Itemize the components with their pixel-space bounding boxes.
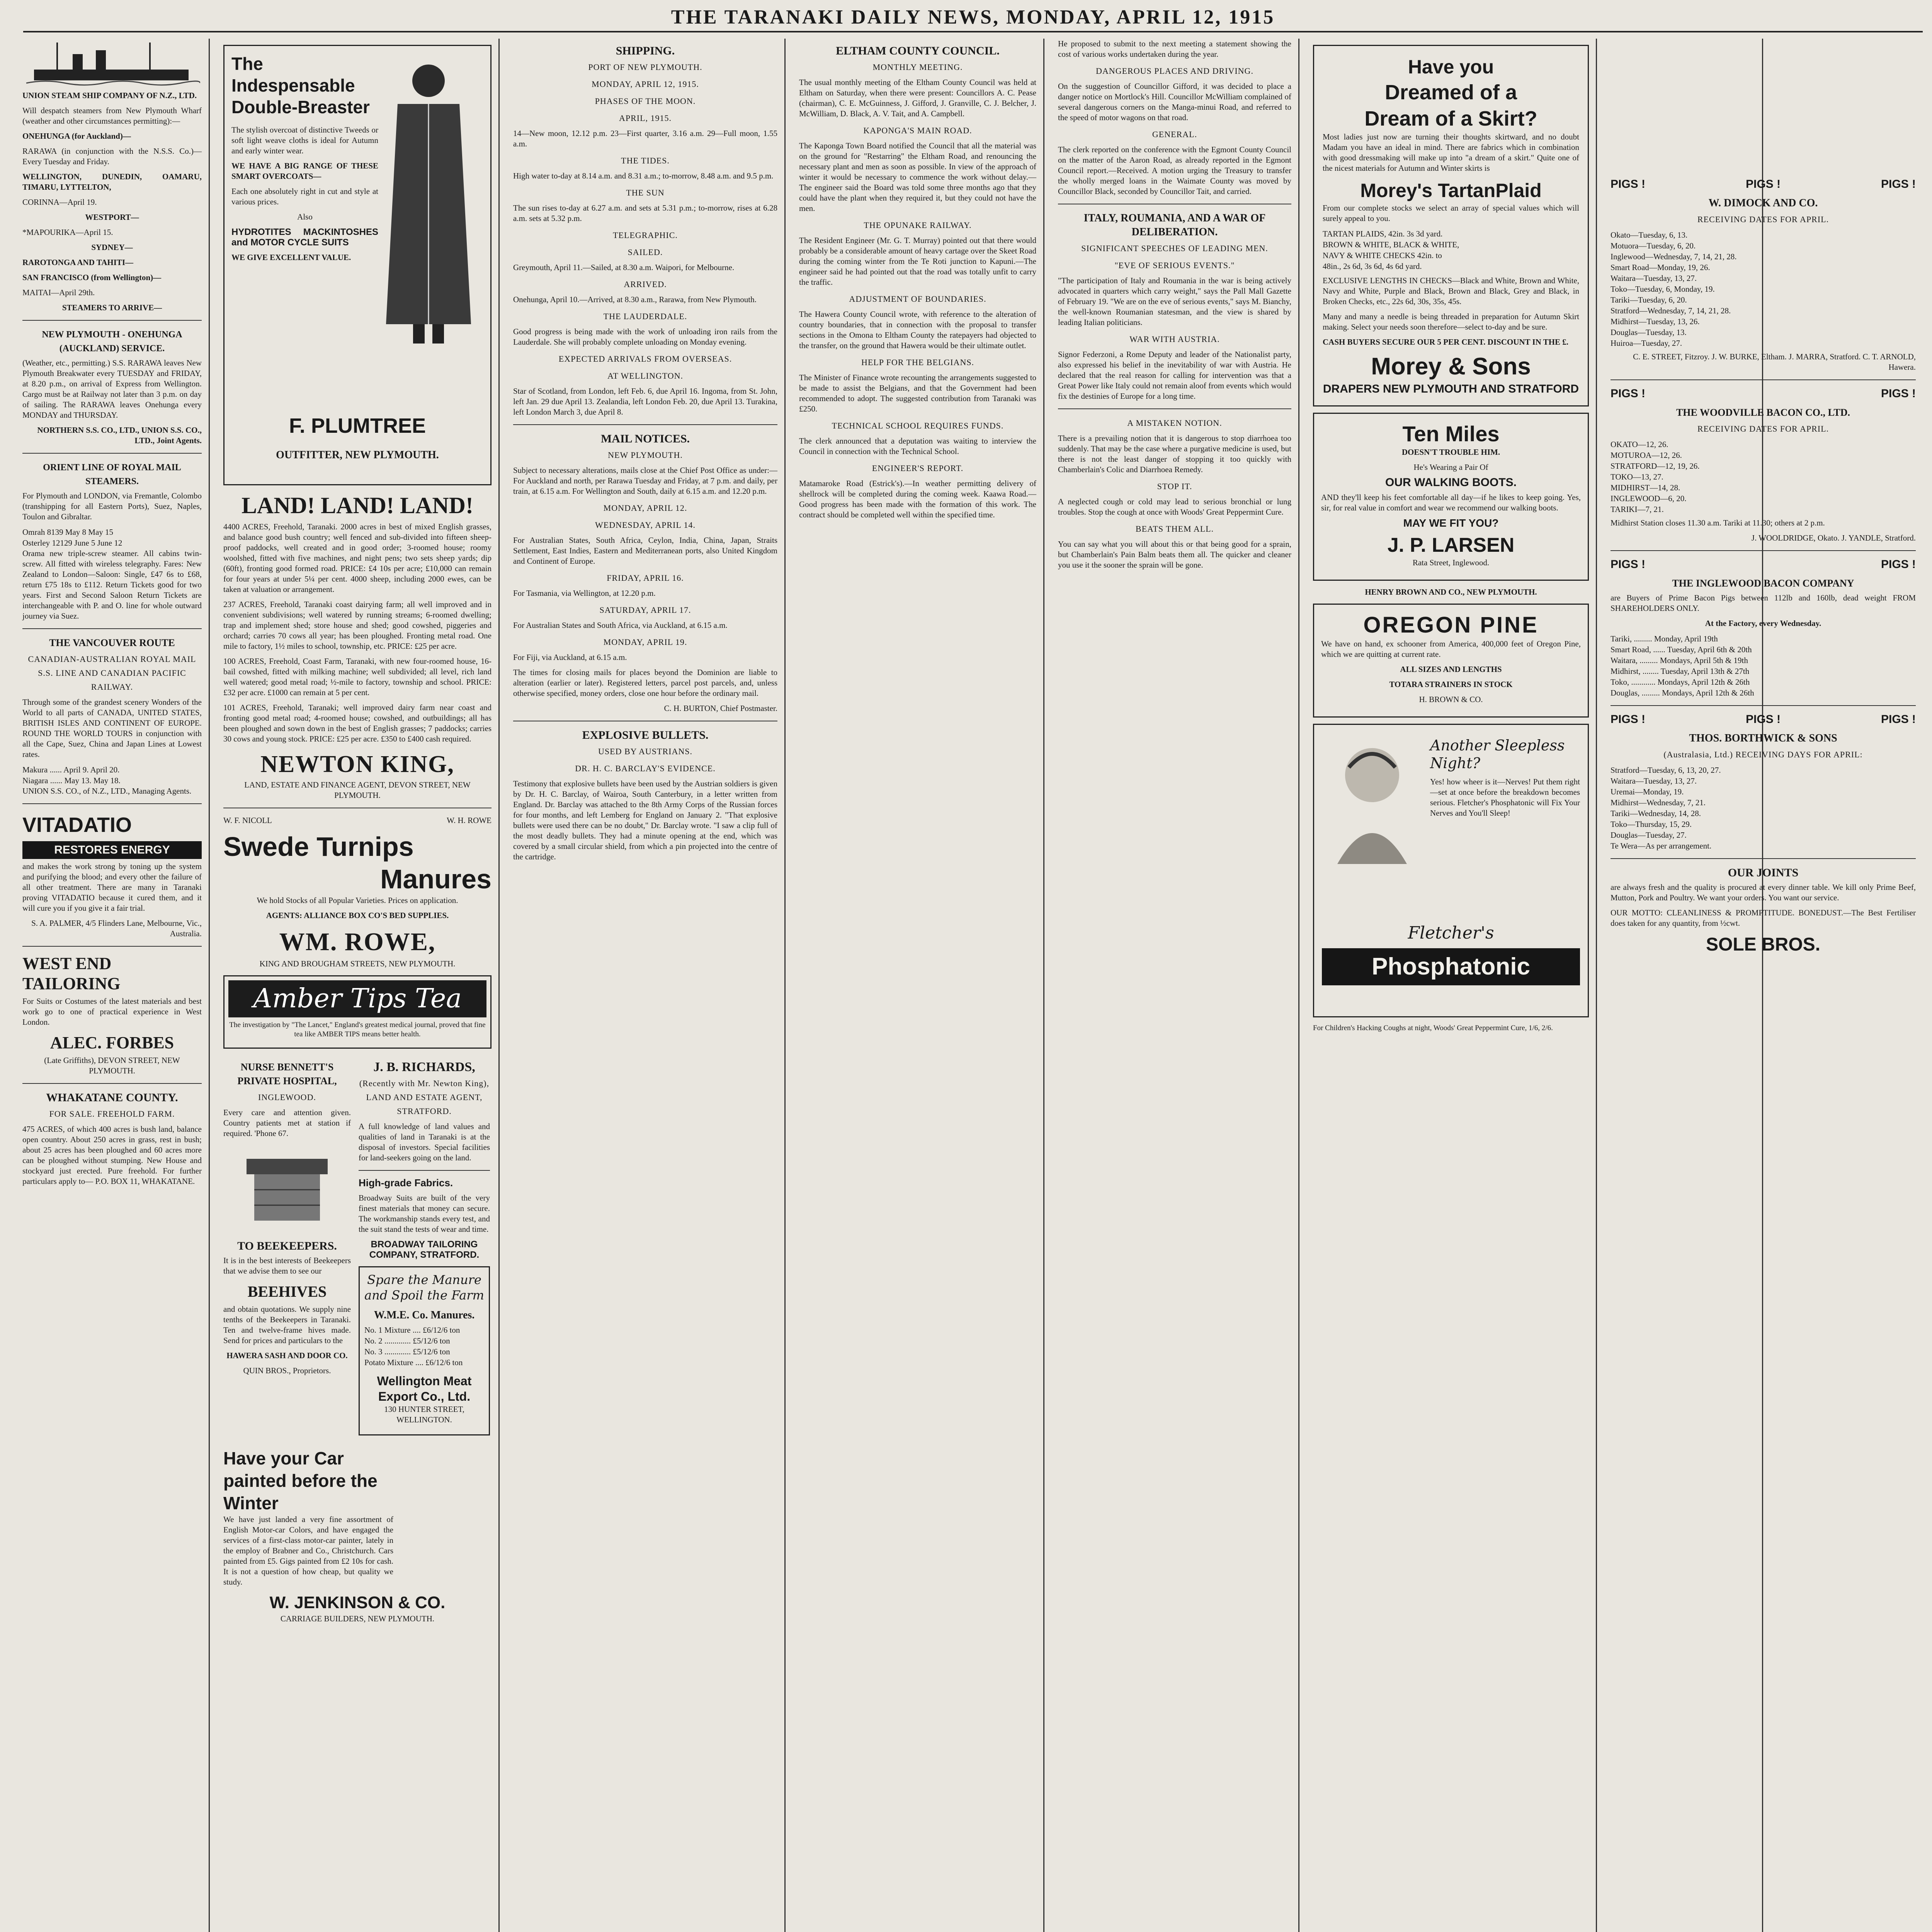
tartan-row: BROWN & WHITE, BLACK & WHITE,: [1323, 240, 1459, 249]
dreamed-text: Most ladies just now are turning their thoughts skirtward, and no doubt Madam you have an ideal in mind. There are fabrics which in combination with good dressmaking will make up into "a dream of a skirt." Quite one of the nicest materials for Autumn and Winter skirts is: [1323, 132, 1579, 173]
factory-row: Smart Road, ...... Tuesday, April 6th & 20th: [1611, 645, 1752, 654]
expected-heading: EXPECTED ARRIVALS FROM OVERSEAS.: [558, 354, 732, 364]
general-heading: GENERAL.: [1152, 129, 1197, 139]
whakatane-text: 475 ACRES, of which 400 acres is bush land, balance open country. About 250 acres in grass, rest in bush; about 25 acres has been ploughed and 60 acres more can be ploughed without stumping. New House and stockyard just erected. Pure freehold. For further particulars apply to— P.O. BOX 11, WHAKATANE.: [22, 1124, 202, 1186]
phosphatonic-brand: Phosphatonic: [1322, 948, 1580, 985]
richards-subtitle: (Recently with Mr. Newton King), LAND AND ESTATE AGENT, STRATFORD.: [359, 1078, 490, 1116]
fletchers-name: Fletcher's: [1408, 923, 1494, 943]
engineer-heading: ENGINEER'S REPORT.: [872, 463, 964, 473]
plumtree-ad: [223, 45, 492, 485]
land-listing: 101 ACRES, Freehold, Taranaki; well improved dairy farm near coast and fronting good metal road; 4-roomed house; cowshed, and outbuildings; all has been ploughed and sown down in the best of English grasses; 7 paddocks; carries 30 cows and young stock. PRICE: £25 per acre. £350 to £400 cash required.: [223, 703, 492, 743]
pigs-label: PIGS !: [1881, 178, 1916, 190]
sleepless-text: Yes! how wheer is it—Nerves! Put them right—set at once before the breakdown becomes serious. Fletcher's Phosphatonic will Fix Your Nerves and You'll Sleep!: [1430, 777, 1580, 818]
council-column-b: [1051, 39, 1298, 1932]
hawera-sash-proprietors: QUIN BROS., Proprietors.: [243, 1366, 331, 1375]
expected-text: Star of Scotland, from London, left Feb. 6, due April 16. Ingoma, from St. John, left Jan. 29 due April 13. Zealandia, left London Feb. 20, due April 13. Turakina, left London March 3, due April 8.: [513, 386, 777, 417]
cash-text: CASH BUYERS SECURE OUR 5 PER CENT. DISCOUNT IN THE £.: [1323, 337, 1568, 347]
monday19-heading: MONDAY, APRIL 19.: [603, 637, 687, 647]
dimock-row: Waitara—Tuesday, 13, 27.: [1611, 274, 1697, 283]
excellent-value: WE GIVE EXCELLENT VALUE.: [231, 253, 351, 262]
nurse-bennett-title: NURSE BENNETT'S PRIVATE HOSPITAL,: [237, 1061, 337, 1087]
woodville-row: MIDHIRST—14, 28.: [1611, 483, 1680, 492]
borthwick-row: Douglas—Tuesday, 27.: [1611, 830, 1687, 840]
kaponga-heading: KAPONGA'S MAIN ROAD.: [863, 126, 972, 135]
tartan-plaid-title: Morey's TartanPlaid: [1360, 180, 1542, 201]
beehives-text: and obtain quotations. We supply nine tenths of the Beekeepers in Taranaki. Ten and twelve-frame hives made. Send for prices and particulars to the: [223, 1304, 351, 1345]
beekeepers-title: TO BEEKEEPERS.: [237, 1240, 337, 1252]
steamers-arrive-line: STEAMERS TO ARRIVE—: [62, 303, 162, 312]
vancouver-subtitle: CANADIAN-AUSTRALIAN ROYAL MAIL S.S. LINE AND CANADIAN PACIFIC RAILWAY.: [28, 654, 196, 692]
ads-column-right: [1306, 39, 1596, 1932]
mail-heading: MAIL NOTICES.: [600, 432, 690, 445]
wme-row: No. 1 Mixture .... £6/12/6 ton: [364, 1325, 460, 1335]
newton-king: NEWTON KING,: [260, 751, 454, 777]
ten-miles-title: Ten Miles: [1402, 422, 1500, 446]
ten-miles-text: AND they'll keep his feet comfortable all day—if he likes to keep going. Yes, sir, for real value in comfort and wear we recommend our walking boots.: [1321, 493, 1581, 512]
joints-text: are always fresh and the quality is procured at every dinner table. We kill only Prime Beef, Mutton, Pork and Poultry. We want your orders. You want our service.: [1611, 883, 1916, 902]
dreamed-bottom: Dream of a Skirt?: [1364, 107, 1537, 130]
shipping-heading: SHIPPING.: [616, 44, 675, 57]
belgians-heading: HELP FOR THE BELGIANS.: [861, 357, 975, 367]
nurse-bennett-text: Every care and attention given. Country patients met at station if required. 'Phone 67.: [223, 1108, 351, 1138]
double-breaster-title: The Indespensable Double-Breaster: [231, 54, 370, 117]
wme-row: No. 2 ............. £5/12/6 ton: [364, 1336, 450, 1345]
beekeepers-text: It is in the best interests of Beekeepers that we advise them to see our: [223, 1256, 351, 1276]
orient-row: Osterley 12129 June 5 June 12: [22, 538, 122, 548]
tartan-row: TARTAN PLAIDS, 42in. 3s 3d yard.: [1323, 229, 1443, 238]
tides-text: High water to-day at 8.14 a.m. and 8.31 a.m.; to-morrow, 8.48 a.m. and 9.5 p.m.: [513, 171, 774, 180]
vancouver-title: THE VANCOUVER ROUTE: [49, 637, 175, 648]
belgians-text: The Minister of Finance wrote recounting the arrangements suggested to be made to assist the Belgians, and that the Government had been recommended to adopt. The suggested contribution from Taranaki was £250.: [799, 373, 1036, 413]
technical-text: The clerk announced that a deputation was waiting to interview the Council in connection with the Technical School.: [799, 436, 1036, 456]
beehive-illustration: [223, 1143, 351, 1232]
dimock-row: Motuora—Tuesday, 6, 20.: [1611, 241, 1696, 250]
at-wellington-heading: AT WELLINGTON.: [607, 371, 684, 381]
pigs-label: PIGS !: [1881, 387, 1916, 400]
column-rule: [1043, 39, 1044, 1932]
moon-heading: PHASES OF THE MOON.: [595, 96, 696, 106]
dimock-row: Douglas—Tuesday, 13.: [1611, 328, 1687, 337]
sun-text: The sun rises to-day at 6.27 a.m. and sets at 5.31 p.m.; to-morrow, rises at 6.28 a.m. sets at 5.32 p.m.: [513, 203, 777, 223]
henry-brown: HENRY BROWN AND CO., NEW PLYMOUTH.: [1365, 587, 1537, 597]
column-rule: [209, 39, 210, 1932]
wednesday-text: For Australian States, South Africa, Ceylon, India, China, Japan, Straits Settlement, East Indies, Eastern and Mediterranean ports, also United Kingdom and Continent of Europe.: [513, 536, 777, 566]
lauderdale-text: Good progress is being made with the work of unloading iron rails from the Lauderdale. She will probably complete unloading on Monday evening.: [513, 327, 777, 347]
westport-line: WESTPORT—: [85, 213, 139, 222]
factory-row: Tariki, ......... Monday, April 19th: [1611, 634, 1718, 643]
woodville-row: TARIKI—7, 21.: [1611, 505, 1664, 514]
manures-title: Manures: [380, 864, 492, 894]
dreamed-mid: Dreamed of a: [1384, 81, 1517, 104]
onehunga-line: ONEHUNGA (for Auckland)—: [22, 131, 131, 141]
whakatane-title: WHAKATANE COUNTY.: [46, 1091, 178, 1104]
plumtree-name: F. PLUMTREE: [289, 414, 426, 437]
spare-manure-title: Spare the Manure and Spoil the Farm: [364, 1272, 484, 1303]
council-continued-text: He proposed to submit to the next meeting a statement showing the cost of various works undertaken during the year.: [1058, 39, 1291, 59]
vancouver-row: Niagara ...... May 13. May 18.: [22, 776, 121, 785]
monthly-text: The usual monthly meeting of the Eltham County Council was held at Eltham on Saturday, when there were present: Councillors A. C. Pease (chairman), C. E. McGuinness, J. Gifford, J. Granville, C. J. Belcher, J. McWilliam, D. Black, A. V. Tait, and A. Campbell.: [799, 78, 1036, 118]
woodville-text: Midhirst Station closes 11.30 a.m. Tariki at 11.30; others at 2 p.m.: [1611, 518, 1825, 527]
factory-row: Waitara, ......... Mondays, April 5th & 19th: [1611, 656, 1748, 665]
barclay-text: Testimony that explosive bullets have been used by the Austrian soldiers is given by Dr. H. C. Barclay, of Wairoa, South Canterbury, in a letter written from England. Dr. Barclay was attached to the 8th Army Corps of the Russian forces for four months, and left Lemberg for England on January 2. "That explosive bullets were used there can be no doubt," Dr. Barclay wrote. "I saw a clip full of the most deadly bullets. They had a minute opening at the end, which was covered by a small circular shield, from which a pin projected into the centre of the cartridge.: [513, 779, 777, 861]
nicoll-name: W. F. NICOLL: [223, 816, 272, 825]
oregon-ad: [1313, 604, 1589, 718]
sanfran-line: SAN FRANCISCO (from Wellington)—: [22, 273, 162, 282]
adjustment-text: The Hawera County Council wrote, with reference to the alteration of country boundaries, that in connection with the proposal to transfer sections in the Omona to Eltham County the ratepayers had objected to the transfer, on the ground that Hawera would be their ultimate outlet.: [799, 310, 1036, 350]
corinna-line: CORINNA—April 19.: [22, 197, 97, 207]
larsen-address: Rata Street, Inglewood.: [1412, 558, 1490, 567]
stop-text: A neglected cough or cold may lead to serious bronchial or lung troubles. Stop the cough at once with Woods' Great Peppermint Cure.: [1058, 497, 1291, 517]
fabrics-text: Broadway Suits are built of the very finest materials that money can secure. The workmanship stands every test, and the suit stand the tests of wear and time.: [359, 1193, 490, 1234]
wm-rowe: WM. ROWE,: [279, 928, 436, 956]
orient-row: Omrah 8139 May 8 May 15: [22, 527, 114, 537]
dimock-row: Huiroa—Tuesday, 27.: [1611, 338, 1682, 348]
vancouver-agents: UNION S.S. CO., of N.Z., LTD., Managing Agents.: [22, 786, 192, 796]
manure-ad: [359, 1266, 490, 1435]
land-listing: 100 ACRES, Freehold, Coast Farm, Taranaki, with new four-roomed house, 16-bail cowshed, fitted with milking machine; well subdivided; all level, rich land well watered; good metal road; ½-mile to factory, township and school. PRICE: £32 per acre. £1000 can remain at 5 per cent.: [223, 656, 492, 697]
amber-tips-text: The investigation by "The Lancet," England's greatest medical journal, proved that fine tea like AMBER TIPS means better health.: [229, 1021, 486, 1038]
amber-tips-ad: [223, 975, 492, 1049]
alec-forbes: ALEC. FORBES: [50, 1033, 174, 1052]
tides-heading: THE TIDES.: [621, 156, 670, 165]
ten-miles-sub: DOESN'T TROUBLE HIM.: [1401, 447, 1500, 457]
tartan-row: NAVY & WHITE CHECKS 42in. to: [1323, 251, 1442, 260]
column-rule: [1298, 39, 1299, 1932]
stop-heading: STOP IT.: [1157, 481, 1192, 491]
np-onehunga-text: (Weather, etc., permitting.) S.S. RARAWA leaves New Plymouth Breakwater every TUESDAY and FRIDAY, at 8.20 p.m., on arrival of Express from Wellington. Cargo must be at Railway not later than 3 p.m. on day of sailing. The RARAWA leaves Onehunga every MONDAY and THURSDAY.: [22, 358, 202, 420]
np-onehunga-title: NEW PLYMOUTH - ONEHUNGA (AUCKLAND) SERVICE.: [42, 330, 182, 354]
all-sizes: ALL SIZES AND LENGTHS: [1400, 665, 1502, 674]
italy-heading: ITALY, ROUMANIA, AND A WAR OF DELIBERATION.: [1083, 212, 1266, 238]
sydney-line: SYDNEY—: [91, 243, 133, 252]
austria-heading: WAR WITH AUSTRIA.: [1129, 334, 1220, 344]
shipping-column: [15, 39, 209, 1932]
inglewood-bacon-title: THE INGLEWOOD BACON COMPANY: [1672, 578, 1854, 589]
alec-forbes-address: (Late Griffiths), DEVON STREET, NEW PLYMOUTH.: [44, 1056, 180, 1075]
postmaster: C. H. BURTON, Chief Postmaster.: [664, 704, 777, 713]
dimock-row: Inglewood—Wednesday, 7, 14, 21, 28.: [1611, 252, 1737, 261]
woodville-sub: RECEIVING DATES FOR APRIL.: [1697, 424, 1829, 434]
borthwick-row: Stratford—Tuesday, 6, 13, 20, 27.: [1611, 765, 1721, 775]
totara-strainers: TOTARA STRAINERS IN STOCK: [1389, 680, 1513, 689]
pigs-label: PIGS !: [1611, 178, 1646, 190]
column-rule: [498, 39, 500, 1932]
vancouver-text: Through some of the grandest scenery Wonders of the World to all parts of CANADA, UNITED STATES, BRITISH ISLES AND CONTINENT OF EUROPE. ROUND THE WORLD TOURS in conjunction with all the Cape, Suez, China and Japan Lines at Lowest rates.: [22, 697, 202, 759]
wm-rowe-address: KING AND BROUGHAM STREETS, NEW PLYMOUTH.: [259, 959, 456, 968]
orient-title: ORIENT LINE OF ROYAL MAIL STEAMERS.: [43, 463, 181, 486]
wellington-meat-address: 130 HUNTER STREET, WELLINGTON.: [384, 1405, 464, 1424]
factory-row: Toko, ............ Mondays, April 12th & 26th: [1611, 677, 1750, 687]
vitadatio-text: and makes the work strong by toning up the system and purifying the blood; and every other the failure of all other treatment. There are many in Taranaki proving VITADATIO because it cured them, and it will cure you if you give it a fair trial.: [22, 862, 202, 913]
ten-miles-ad: [1313, 413, 1589, 581]
news-column: [506, 39, 784, 1932]
woodville-row: TOKO—13, 27.: [1611, 472, 1663, 481]
borthwick-title: THOS. BORTHWICK & SONS: [1689, 732, 1837, 744]
moon-text: 14—New moon, 12.12 p.m. 23—First quarter, 3.16 a.m. 29—Full moon, 1.55 a.m.: [513, 129, 777, 148]
dimock-row: Stratford—Wednesday, 7, 14, 21, 28.: [1611, 306, 1731, 315]
wellington-meat: Wellington Meat Export Co., Ltd.: [377, 1374, 472, 1403]
dimock-row: Toko—Tuesday, 6, Monday, 19.: [1611, 284, 1715, 294]
speeches-heading: SIGNIFICANT SPEECHES OF LEADING MEN.: [1081, 243, 1268, 253]
borthwick-row: Toko—Thursday, 15, 29.: [1611, 820, 1692, 829]
moon-month: APRIL, 1915.: [619, 113, 672, 123]
jenkinson-address: CARRIAGE BUILDERS, NEW PLYMOUTH.: [280, 1614, 435, 1623]
factory-row: Midhirst, ........ Tuesday, April 13th & 27th: [1611, 667, 1750, 676]
woodville-agents: J. WOOLDRIDGE, Okato. J. YANDLE, Stratford.: [1751, 533, 1916, 543]
woodville-title: THE WOODVILLE BACON CO., LTD.: [1676, 407, 1850, 418]
fabrics-title: High-grade Fabrics.: [359, 1177, 453, 1189]
sailed-heading: SAILED.: [628, 247, 663, 257]
dangerous-text: On the suggestion of Councillor Gifford, it was decided to place a danger notice on Mortlock's Hill. Councillor McWilliam complained of several dangerous corners on the Manga-minui Road, and referred to the speed of motor wagons on that road.: [1058, 82, 1291, 122]
barclay-heading: DR. H. C. BARCLAY'S EVIDENCE.: [575, 764, 716, 773]
tartan-row: 48in., 2s 6d, 3s 6d, 4s 6d yard.: [1323, 262, 1422, 271]
factory-row: Douglas, ......... Mondays, April 12th & 26th: [1611, 688, 1754, 697]
technical-heading: TECHNICAL SCHOOL REQUIRES FUNDS.: [832, 421, 1004, 430]
pigs-label: PIGS !: [1745, 178, 1781, 190]
land-listing: 237 ACRES, Freehold, Taranaki coast dairying farm; all well improved and in convenient subdivisions; well watered by running streams; 6-roomed dwelling; trap and implement shed; store house and shed; good cowshed, piggeries and orchard; carries 70 cows all year; has been ploughed. Fronting metal road. One mile to factory, 1½ miles to school, township, etc. PRICE: £25 per acre.: [223, 600, 492, 651]
vancouver-row: Makura ...... April 9. April 20.: [22, 765, 120, 774]
wme-title: W.M.E. Co. Manures.: [374, 1309, 475, 1321]
borthwick-row: Waitara—Tuesday, 13, 27.: [1611, 776, 1697, 786]
amber-tips-title: Amber Tips Tea: [228, 980, 486, 1017]
mail-text: Subject to necessary alterations, mails close at the Chief Post Office as under:— For Auckland and north, per Rarawa Tuesday and Friday, at 7 p.m. and daily, per train, at 6.15 a.m. For Wellington and South, daily at 6.15 a.m. and 12.20 p.m.: [513, 466, 777, 496]
dangerous-heading: DANGEROUS PLACES AND DRIVING.: [1096, 66, 1253, 76]
westend-title: WEST END TAILORING: [22, 954, 121, 993]
explosive-sub: USED BY AUSTRIANS.: [598, 747, 692, 756]
oregon-text: We have on hand, ex schooner from America, 400,000 feet of Oregon Pine, which we are quitting at current rate.: [1321, 639, 1581, 659]
rowe-name: W. H. ROWE: [447, 816, 492, 825]
council-column-a: [792, 39, 1043, 1932]
pigs-label: PIGS !: [1611, 387, 1646, 400]
woodville-row: INGLEWOOD—6, 20.: [1611, 494, 1687, 503]
tartan-text: From our complete stocks we select an array of special values which will surely appeal to you.: [1323, 203, 1579, 223]
richards-text: A full knowledge of land values and qualities of land in Taranaki is at the disposal of investors. Special facilities for land-seekers going on the land.: [359, 1122, 490, 1162]
larsen-name: J. P. LARSEN: [1387, 534, 1515, 556]
borthwick-row: Midhirst—Wednesday, 7, 21.: [1611, 798, 1706, 807]
whakatane-subtitle: FOR SALE. FREEHOLD FARM.: [49, 1109, 175, 1119]
uss-intro: Will despatch steamers from New Plymouth Wharf (weather and other circumstances permitting):—: [22, 106, 202, 126]
wellington-line: WELLINGTON, DUNEDIN, OAMARU, TIMARU, LYTTELTON,: [22, 172, 202, 192]
pigs-label: PIGS !: [1881, 713, 1916, 726]
eve-heading: "EVE OF SERIOUS EVENTS.": [1114, 260, 1235, 270]
monthly-heading: MONTHLY MEETING.: [872, 62, 963, 72]
sleepless-woman-illustration: [1322, 733, 1422, 864]
borthwick-sub: (Australasia, Ltd.) RECEIVING DAYS FOR APRIL:: [1663, 750, 1863, 759]
morey-name: Morey & Sons: [1371, 353, 1531, 380]
mistaken-heading: A MISTAKEN NOTION.: [1127, 418, 1222, 428]
wme-row: Potato Mixture .... £6/12/6 ton: [364, 1358, 463, 1367]
land-listing: 4400 ACRES, Freehold, Taranaki. 2000 acres in best of mixed English grasses, and balance good bush country; well fenced and sub-divided into fifteen sheep-proof paddocks, well created and in good order; 3-roomed house; roomy woolshed, fitted with five machines, and night pens; two sets sheep yards; dip (60ft), fronting good formed road. PRICE: £4 10s per acre; £10,000 can remain for four years at under 5¼ per cent. 4000 sheep, including 2000 ewes, can be taken at valuation or arrangement.: [223, 522, 492, 594]
dimock-title: W. DIMOCK AND CO.: [1708, 197, 1818, 209]
dimock-row: Smart Road—Monday, 19, 26.: [1611, 263, 1710, 272]
wme-row: No. 3 ............. £5/12/6 ton: [364, 1347, 450, 1356]
orient-text-2: Orama new triple-screw steamer. All cabins twin-screw. All fitted with wireless telegraphy. Fares: New Zealand to London—Saloon: Single, £47 6s to £68, return £75 18s to £112. Return Tickets good for two years. First and Second Saloon Return Tickets are interchangeable with P. and O. line for whole outward journey via Suez.: [22, 549, 202, 621]
h-brown-co: H. BROWN & CO.: [1419, 695, 1483, 704]
adjustment-heading: ADJUSTMENT OF BOUNDARIES.: [849, 294, 986, 304]
orient-text: For Plymouth and LONDON, via Fremantle, Colombo (transhipping for all Eastern Ports), Suez, Naples, Toulon and Gibraltar.: [22, 491, 202, 521]
also-line: Also: [297, 212, 313, 221]
exclusive-text: EXCLUSIVE LENGTHS IN CHECKS—Black and White, Brown and White, Navy and White, Purple and Black, Brown and Black, Grey and Black, in Broken Checks, etc., 22s 6d, 30s, 35s, 45s.: [1323, 276, 1579, 306]
joint-agents: NORTHERN S.S. CO., LTD., UNION S.S. CO., LTD., Joint Agents.: [37, 425, 202, 445]
phosphatonic-ad: [1313, 724, 1589, 1017]
wearing-line: He's Wearing a Pair Of: [1413, 463, 1488, 472]
hacking-text: For Children's Hacking Coughs at night, Woods' Great Peppermint Cure, 1/6, 2/6.: [1313, 1024, 1553, 1032]
rarotonga-line: RAROTONGA AND TAHITI—: [22, 258, 134, 267]
sailed-text: Greymouth, April 11.—Sailed, at 8.30 a.m. Waipori, for Melbourne.: [513, 263, 735, 272]
sleepless-title: Another Sleepless Night?: [1430, 737, 1565, 772]
plumtree-address: OUTFITTER, NEW PLYMOUTH.: [276, 449, 439, 461]
saturday-text: For Australian States and South Africa, via Auckland, at 6.15 a.m.: [513, 621, 728, 630]
rarawa-line: RARAWA (in conjunction with the N.S.S. Co.)—Every Tuesday and Friday.: [22, 146, 202, 166]
joints-title: OUR JOINTS: [1728, 866, 1799, 879]
ads-column: [216, 39, 498, 1932]
pigs-label: PIGS !: [1611, 713, 1646, 726]
dimock-row: Midhirst—Tuesday, 13, 26.: [1611, 317, 1700, 326]
council-heading: ELTHAM COUNTY COUNCIL.: [836, 44, 1000, 57]
car-painting-text: We have just landed a very fine assortment of English Motor-car Colors, and have engaged the services of a first-class motor-car painter, lately in the employ of Brabner and Co., Christchurch. Cars painted from £5. Gigs painted from £2 10s for cash. It is not a question of how cheap, but quality we study.: [223, 1515, 393, 1587]
mapourika-line: *MAPOURIKA—April 15.: [22, 228, 113, 237]
overcoat-figure-illustration: [374, 54, 483, 347]
car-painting-title: Have your Car painted before the Winter: [223, 1448, 378, 1513]
needle-text: Many and many a needle is being threaded in preparation for Autumn Skirt making. Select your needs soon therefore—select to-day and be sure.: [1323, 312, 1579, 332]
morey-address: DRAPERS NEW PLYMOUTH AND STRATFORD: [1323, 383, 1579, 395]
inglewood-bacon-text: are Buyers of Prime Bacon Pigs between 112lb and 160lb, dead weight FROM SHAREHOLDERS ONLY.: [1611, 593, 1916, 613]
opunake-text: The Resident Engineer (Mr. G. T. Murray) pointed out that there would probably be a considerable amount of heavy cartage over the Skeet Road during the coming winter from the Te Roti junction to Kapuni.—The engineer said he had pointed out that the road was totally unfit to carry the traffic.: [799, 236, 1036, 287]
walking-boots: OUR WALKING BOOTS.: [1385, 476, 1517, 489]
times-text: The times for closing mails for places beyond the Dominion are liable to alteration (earlier or later). Registered letters, parcel post parcels, and, unless otherwise specified, money orders, close one hour before the ordinary mail.: [513, 668, 777, 698]
sole-bros: SOLE BROS.: [1706, 934, 1821, 955]
friday-text: For Tasmania, via Wellington, at 12.20 p.m.: [513, 588, 656, 598]
arrived-heading: ARRIVED.: [624, 279, 667, 289]
newton-king-address: LAND, ESTATE AND FINANCE AGENT, DEVON STREET, NEW PLYMOUTH.: [244, 780, 471, 800]
dreamed-top: Have you: [1408, 56, 1494, 78]
dimock-agents: C. E. STREET, Fitzroy. J. W. BURKE, Eltham. J. MARRA, Stratford. C. T. ARNOLD, Hawera.: [1633, 352, 1916, 372]
range-text: Each one absolutely right in cut and style at various prices.: [231, 187, 378, 206]
jenkinson-name: W. JENKINSON & CO.: [269, 1593, 446, 1612]
pigs-label: PIGS !: [1611, 558, 1646, 571]
mistaken-text: There is a prevailing notion that it is dangerous to stop diarrhoea too suddenly. That may be the case where a purgative medicine is used, but there is not the least danger of stopping it too quickly with Chamberlain's Colic and Diarrhoea Remedy.: [1058, 434, 1291, 474]
hydrotites-line: HYDROTITES MACKINTOSHES and MOTOR CYCLE SUITS: [231, 227, 378, 248]
arrived-text: Onehunga, April 10.—Arrived, at 8.30 a.m., Rarawa, from New Plymouth.: [513, 295, 757, 304]
column-rule: [784, 39, 786, 1932]
steamship-illustration: [22, 39, 200, 89]
date-heading: MONDAY, APRIL 12, 1915.: [592, 79, 699, 89]
maitai-line: MAITAI—April 29th.: [22, 288, 95, 297]
may-we-fit: MAY WE FIT YOU?: [1403, 517, 1499, 529]
borthwick-row: Te Wera—As per arrangement.: [1611, 841, 1712, 850]
factory-line: At the Factory, every Wednesday.: [1705, 619, 1821, 628]
woodville-row: STRATFORD—12, 19, 26.: [1611, 461, 1700, 471]
morey-ad: [1313, 45, 1589, 406]
woodville-row: OKATO—12, 26.: [1611, 440, 1668, 449]
vitadatio-signature: S. A. PALMER, 4/5 Flinders Lane, Melbourne, Vic., Australia.: [31, 918, 202, 938]
double-breaster-text: The stylish overcoat of distinctive Tweeds or soft light weave cloths is ideal for Autumn and early winter wear.: [231, 125, 378, 155]
dimock-row: Tariki—Tuesday, 6, 20.: [1611, 295, 1687, 304]
pigs-label: PIGS !: [1745, 713, 1781, 726]
hawera-sash: HAWERA SASH AND DOOR CO.: [226, 1351, 348, 1360]
manures-text: We hold Stocks of all Popular Varieties. Prices on application.: [257, 896, 458, 905]
vitadatio-title: VITADATIO: [22, 813, 132, 837]
explosive-heading: EXPLOSIVE BULLETS.: [582, 729, 709, 742]
agents-line: AGENTS: ALLIANCE BOX CO'S BED SUPPLIES.: [266, 911, 449, 920]
column-rule: [1596, 39, 1597, 1932]
mail-sub: NEW PLYMOUTH.: [608, 450, 683, 460]
motto-text: OUR MOTTO: CLEANLINESS & PROMPTITUDE. BONEDUST.—The Best Fertiliser does taken for any quantity, from ½cwt.: [1611, 908, 1916, 928]
westend-text: For Suits or Costumes of the latest materials and best work go to one of practical experience in West London.: [22, 997, 202, 1027]
woodville-row: MOTUROA—12, 26.: [1611, 451, 1682, 460]
land-title: LAND! LAND! LAND!: [242, 493, 473, 518]
pigs-column: [1604, 39, 1923, 1932]
general-text: The clerk reported on the conference with the Egmont County Council on the matter of the Aaron Road, as already reported in the Egmont Council report.—Received. A motion urging the Treasury to transfer the wholly merged loans in the Waimate County was moved by Councillor Black, seconded by Councillor Tait, and carried.: [1058, 145, 1291, 196]
uss-company-title: UNION STEAM SHIP COMPANY OF N.Z., LTD.: [22, 91, 197, 100]
beats-heading: BEATS THEM ALL.: [1135, 524, 1214, 534]
borthwick-row: Tariki—Wednesday, 14, 28.: [1611, 809, 1701, 818]
broadway-tailoring: BROADWAY TAILORING COMPANY, STRATFORD.: [369, 1239, 480, 1260]
monday-heading: MONDAY, APRIL 12.: [603, 503, 687, 513]
nurse-bennett-location: INGLEWOOD.: [258, 1092, 316, 1102]
dimock-row: Okato—Tuesday, 6, 13.: [1611, 230, 1688, 240]
pigs-label: PIGS !: [1881, 558, 1916, 571]
eve-text: "The participation of Italy and Roumania in the war is being actively advocated in quarters which carry weight," says the Pall Mall Gazette of February 19. "We are on the eve of serious events," says M. Bianchy, the well-known Roumanian statesman, and the view is shared by leading Italian politicians.: [1058, 276, 1291, 327]
telegraphic-heading: TELEGRAPHIC.: [613, 230, 678, 240]
kaponga-text: The Kaponga Town Board notified the Council that all the material was on the ground for "Restarring" the Eltham Road, and renouncing the necessary plant and men as soon as possible. In view of the approach of winter it would be necessary to commence the work without delay.—The engineer said the Board was told some three months ago that they could have the plant when they required it, but they could not have the men.: [799, 141, 1036, 213]
lauderdale-heading: THE LAUDERDALE.: [603, 311, 687, 321]
beehives-title: BEEHIVES: [247, 1283, 327, 1300]
swede-turnips: Swede Turnips: [223, 832, 414, 862]
borthwick-row: Uremai—Monday, 19.: [1611, 787, 1684, 796]
engineer-text: Matamaroke Road (Estrick's).—In weather permitting delivery of shellrock will be completed during the coming week. Kaawa Road.—Good progress has been made with the formation of this work. The contract should be completed well within the specified time.: [799, 479, 1036, 519]
beats-text: You can say what you will about this or that being good for a sprain, but Chamberlain's Pain Balm beats them all. The quicker and cleaner you use it the sooner the sprain will be gone.: [1058, 539, 1291, 570]
richards-title: J. B. RICHARDS,: [373, 1060, 475, 1074]
port-heading: PORT OF NEW PLYMOUTH.: [588, 62, 702, 72]
wednesday-heading: WEDNESDAY, APRIL 14.: [595, 520, 696, 530]
friday-heading: FRIDAY, APRIL 16.: [607, 573, 684, 583]
oregon-pine-title: OREGON PINE: [1363, 612, 1539, 638]
austria-text: Signor Federzoni, a Rome Deputy and leader of the Nationalist party, also expressed his belief in the inevitability of war with Austria. He declared that the real reason for calling for intervention was that a Great Power like Italy could not remain aloof from events which would fix the destinies of Europe for a long time.: [1058, 350, 1291, 401]
masthead: THE TARANAKI DAILY NEWS, MONDAY, APRIL 12, 1915: [23, 4, 1923, 32]
vitadatio-banner: RESTORES ENERGY: [22, 841, 202, 859]
sun-heading: THE SUN: [626, 188, 665, 197]
saturday-heading: SATURDAY, APRIL 17.: [599, 605, 691, 615]
monday19-text: For Fiji, via Auckland, at 6.15 a.m.: [513, 653, 627, 662]
range-line: WE HAVE A BIG RANGE OF THESE SMART OVERCOATS—: [231, 161, 378, 181]
dimock-sub: RECEIVING DATES FOR APRIL.: [1697, 214, 1829, 224]
opunake-heading: THE OPUNAKE RAILWAY.: [864, 220, 972, 230]
